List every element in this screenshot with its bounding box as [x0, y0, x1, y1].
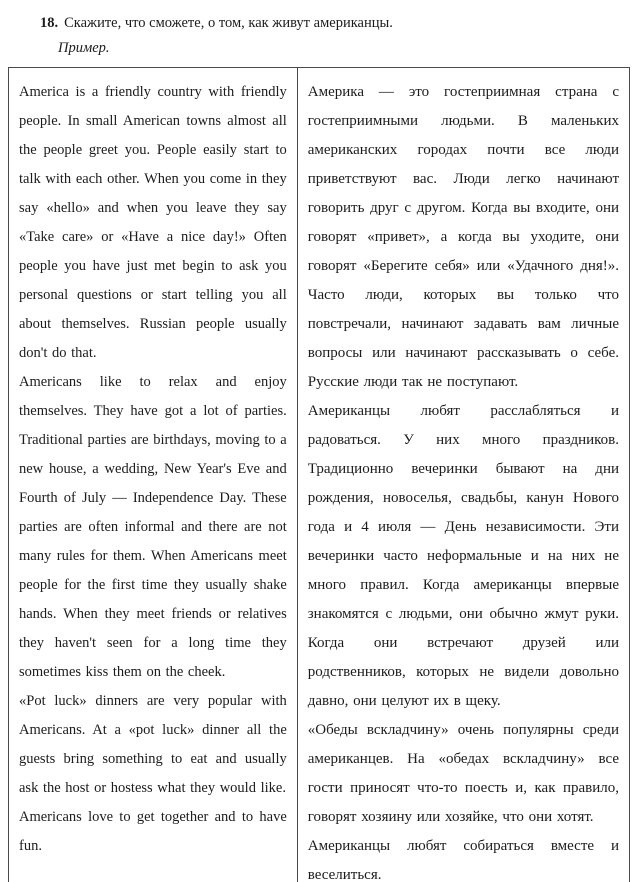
translation-table	[8, 67, 630, 882]
russian-paragraph: Америка — это гостеприимная страна с гостеприимными людьми. В маленьких американских городах почти все люди приветствуют вас. Люди легко начинают говорить друг с другом. Когда вы входите, они говорят «привет», а когда вы уходите, они говорят «Берегите себя» или «Удачного дня!». Часто люди, которых вы только что повстречали, начинают задавать вам личные вопросы или начинают рассказывать о себе. Русские люди так не поступают.	[307, 84, 619, 390]
russian-paragraph: Американцы любят расслабляться и радоваться. У них много праздников. Традиционно вечеринки бывают на дни рождения, новоселья, свадьбы, канун Нового года и 4 июля — День независимости. Эти вечеринки часто неформальные и на них не много правил. Когда американцы впервые знакомятся с людьми, они обычно жмут руки. Когда они встречают друзей или родственников, которых не видели довольно давно, они целуют их в щеку.	[307, 403, 619, 709]
table-row	[9, 68, 630, 882]
english-paragraph: Americans love to get together and to have fun.	[19, 809, 287, 854]
example-label: Пример.	[58, 40, 110, 56]
task-number: 18.	[40, 15, 59, 31]
english-paragraph: America is a friendly country with friendly people. In small American towns almost all the people greet you. People easily start to talk with each other. When you come in they say «hello» and when you leave they say «Take care» or «Have a nice day!» Often people you have just met begin to ask you personal questions or start telling you all about themselves. Russian people usually don't do that.	[19, 84, 287, 361]
english-paragraph: «Pot luck» dinners are very popular with Americans. At a «pot luck» dinner all the guests bring something to eat and usually ask the host or hostess what they would like.	[19, 693, 287, 796]
russian-paragraph: Американцы любят собираться вместе и веселиться.	[307, 838, 619, 882]
english-column	[9, 68, 298, 882]
russian-paragraph: «Обеды вскладчину» очень популярны среди американцев. На «обедах вскладчину» все гости приносят что-то поесть и, как правило, говорят хозяину или хозяйке, что они хотят.	[307, 722, 619, 825]
russian-column	[297, 68, 629, 882]
task-heading	[40, 12, 608, 34]
task-text: Скажите, что сможете, о том, как живут американцы.	[64, 15, 393, 31]
english-paragraph: Americans like to relax and enjoy themselves. They have got a lot of parties. Traditional parties are birthdays, moving to a new house, a wedding, New Year's Eve and Fourth of July — Independence Day. These parties are often informal and there are not many rules for them. When Americans meet people for the first time they usually shake hands. When they meet friends or relatives they haven't seen for a long time they sometimes kiss them on the cheek.	[19, 374, 287, 680]
